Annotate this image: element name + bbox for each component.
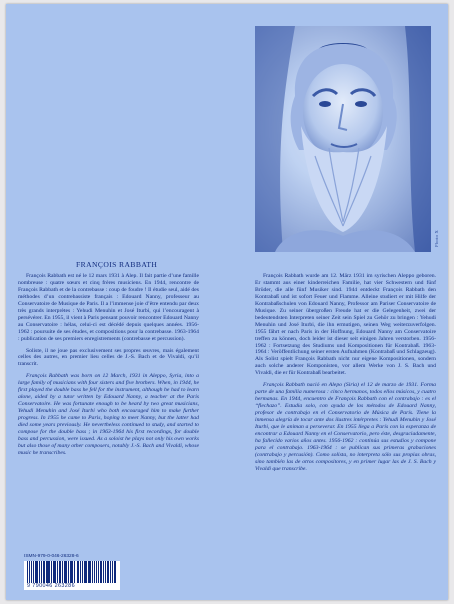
ismn-number: ISMN-979-0-046-26328-6 bbox=[24, 554, 79, 559]
barcode-bar bbox=[115, 561, 116, 583]
barcode-bar bbox=[57, 561, 58, 583]
barcode-bar bbox=[27, 561, 28, 583]
barcode-bars bbox=[24, 561, 120, 583]
document-page bbox=[6, 4, 448, 600]
portrait-illustration bbox=[255, 26, 431, 252]
barcode-bar bbox=[89, 561, 91, 583]
german-paragraph: François Rabbath wurde am 12. März 1931 im syrischen Aleppo geboren. Er stammt aus einer kinderreichen Familie, hat vier Schwestern und fünf Brüder, die alle fünf Musiker sind. 1944 entdeckt François Rabbath den Kontrabaß und ist sofort Feuer und Flamme. Alleine studiert er mit Hilfe der Kontrabaßschulen von Edouard Nanny, Professor am Pariser Conservatoire de Musique. Zu seiner übergroßen Freude hat er die Gelegenheit, zwei der bedeutendsten Interpreten seiner Zeit sein Spiel zu Gehör zu bringen : Yehudi Menuhin und José Iturbi, die ihn ermutigen, seinen Weg weiterzuverfolgen. 1955 fährt er nach Paris in der Hoffnung, Edouard Nanny am Conservatoire treffen zu können, doch leider ist dieser seit einigen Jahren verstorben. 1956-1962 : Fortsetzung des Studiums und Kompositionen für Kontrabaß. 1963-1964 : Veröffentlichung seiner ersten Aufnahmen (Kontrabaß und Schlagzeug). Als Solist spielt François Rabbath nicht nur eigene Kompositionen, sondern auch solche anderer Komponisten, vor allem Werke von J. S. Bach und Vivaldi, die er für Kontrabaß bearbeitet. bbox=[255, 273, 436, 377]
barcode-digits: 9 790046 263286 bbox=[24, 583, 120, 590]
barcode-bar bbox=[71, 561, 73, 583]
photo-credit: Photo X bbox=[434, 230, 439, 247]
barcode-bar bbox=[39, 561, 40, 583]
barcode-bar bbox=[51, 561, 52, 583]
barcode-bar bbox=[60, 561, 61, 583]
barcode-bar bbox=[62, 561, 63, 583]
barcode bbox=[24, 554, 120, 590]
barcode-bar bbox=[44, 561, 45, 583]
barcode-bar bbox=[96, 561, 97, 583]
barcode-bar bbox=[103, 561, 104, 583]
barcode-bar bbox=[80, 561, 81, 583]
right-column bbox=[255, 273, 436, 478]
barcode-bar bbox=[92, 561, 93, 583]
barcode-bar bbox=[112, 561, 113, 583]
page-title: FRANÇOIS RABBATH bbox=[76, 260, 158, 269]
barcode-bar bbox=[48, 561, 49, 583]
barcode-bar bbox=[101, 561, 102, 583]
barcode-bar bbox=[110, 561, 111, 583]
barcode-bar bbox=[54, 561, 56, 583]
barcode-bar bbox=[64, 561, 65, 583]
barcode-bar bbox=[33, 561, 34, 583]
english-paragraph: François Rabbath was born on 12 March, 1931 in Aleppo, Syria, into a large family of musicians with four sisters and five brothers. When, in 1944, he first played the double bass he fell for the instrument, although he had to learn alone, aided by a tutor written by Edouard Nanny, a teacher at the Paris Conservatoire. He was fortunate enough to be heard by two great musicians, Yehudi Menuhin and José Iturbi who both encouraged him to make further progress. In 1955 he came to Paris, hoping to meet Nanny, but the latter had died some years previously. He nevertheless continued to study, and started to compose for the double bass ; in 1963-1964 his first recordings, for double bass and percussion, were issued. As a soloist he plays not only his own works but also those of many other composers, notably J.-S. Bach and Vivaldi, whose music he transcribes. bbox=[18, 373, 199, 456]
french-paragraph-1: François Rabbath est né le 12 mars 1931 à Alep. Il fait partie d’une famille nombreuse : quatre sœurs et cinq frères musiciens. En 1944, rencontre de François Rabbath et de la contrebasse : coup de foudre ! Il étudie seul, aidé des méthodes d’un contrebassiste français : Edouard Nanny, professeur au Conservatoire de Musique de Paris. Il a l’immense joie d’être entendu par deux très grands interprètes : Yehudi Menuhin et José Iturbi, qui l’encouragent à persévérer. En 1955, il vient à Paris pensant pouvoir rencontrer Edouard Nanny au Conservatoire : hélas, celui-ci est décédé depuis quelques années. 1956-1962 : poursuite de ses études, et compositions pour la contrebasse. 1963-1964 : publication de ses premiers enregistrements (contrebasse et percussion). bbox=[18, 273, 199, 342]
barcode-bar bbox=[107, 561, 109, 583]
barcode-bar bbox=[41, 561, 42, 583]
barcode-bar bbox=[36, 561, 38, 583]
barcode-bar bbox=[31, 561, 32, 583]
barcode-bar bbox=[74, 561, 75, 583]
barcode-bar bbox=[98, 561, 99, 583]
barcode-bar bbox=[68, 561, 69, 583]
barcode-bar bbox=[85, 561, 86, 583]
french-paragraph-2: Soliste, il ne joue pas exclusivement ses propres œuvres, mais également celles des autres, en premier lieu celles de J.-S. Bach et de Vivaldi, qu’il transcrit. bbox=[18, 347, 199, 368]
spanish-paragraph: François Rabbath nació en Alepo (Siria) el 12 de marzo de 1931. Forma parte de una familia numerosa : cinco hermanos, todos ellos músicos, y cuatro hermanas. En 1944, encuentro de François Rabbath con el contrabajo : es el “flechazo”. Estudia solo, con ayuda de los métodos de Edouard Nanny, profesor de contrabajo en el Conservatorio de Música de París. Tiene la inmensa alegría de tocar ante dos ilustres intérpretes : Yehudi Menuhin y José Iturbi, que le animan a perseverar. En 1955 llega a París con la esperanza de encontrar a Edouard Nanny en el Conservatorio, pero éste, desgraciadamente, ha fallecido varios años antes. 1956-1962 : continúa sus estudios y compone para el contrabajo. 1963-1964 : se publican sus primeras grabaciones (contrabajo y percusión). Como solista, no interpreta sólo sus propias obras, sino también las de otros compositores, y en primer lugar las de J. S. Bach y Vivaldi que transcribe. bbox=[255, 382, 436, 472]
barcode-bar bbox=[46, 561, 47, 583]
portrait-photo bbox=[255, 26, 431, 252]
left-column bbox=[18, 273, 199, 462]
